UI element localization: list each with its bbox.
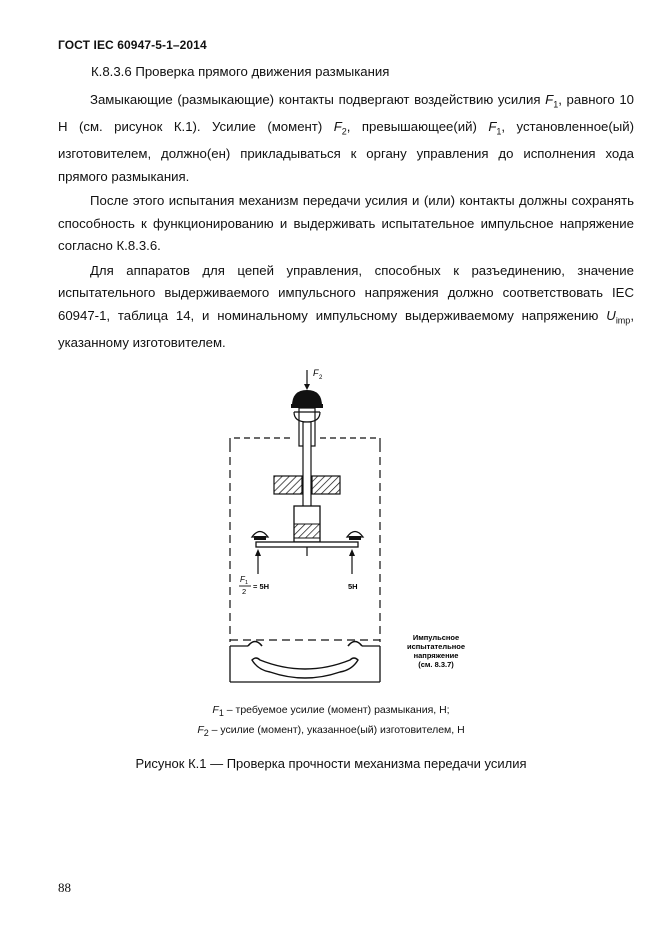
impulse-label-line2: испытательное: [406, 642, 466, 651]
label-f1-sub: 1: [245, 580, 249, 586]
impulse-label-line4: (см. 8.3.7): [418, 660, 454, 669]
impulse-label-line1: Импульсное: [412, 633, 460, 642]
label-f1: F: [240, 575, 245, 584]
paragraph-2: После этого испытания механизм передачи усилия и (или) контакты должны сохранять способность к функционированию и выдерживать испытательное импульсное напряжение согласно К.8.3.6.: [58, 193, 634, 254]
impulse-label-line3: напряжение: [413, 651, 459, 660]
body-text: [58, 89, 634, 354]
force-arrow-f2: [304, 370, 310, 390]
document-header: ГОСТ IEC 60947-5-1–2014: [58, 38, 207, 52]
label-f2-sub: 2: [319, 375, 323, 381]
paragraph-1: Замыкающие (размыкающие) контакты подвергают воздействию усилия $F_1$, равного 10 Н (см. рисунок К.1). Усилие (момент) $F_2$, превышающее(ий) $F_1$, установленное(ый) изготовителем, должно(ен) прикладываться к органу управления до исполнения хода прямого размыкания.: [58, 92, 634, 184]
guide-block-right: [312, 476, 340, 494]
paragraph-3: Для аппаратов для цепей управления, способных к разъединению, значение испытательного выдерживаемого импульсного напряжения должно соответствовать IEC 60947-1, таблица 14, и номинальному импульсному выдерживаемому напряжению $U_{imp}$, указанному изготовителем.: [58, 262, 634, 350]
lower-contacts: [230, 640, 380, 682]
test-figure: [200, 360, 500, 690]
legend-line-2: $F_2$ – усилие (момент), указанное(ый) изготовителем, Н: [197, 724, 465, 739]
figure-caption: Рисунок К.1 — Проверка прочности механизма передачи усилия: [135, 756, 527, 771]
force-arrow-left: [255, 549, 261, 574]
guide-block-left: [274, 476, 302, 494]
page-number: 88: [58, 880, 71, 895]
legend-line-1: $F_1$ – требуемое усилие (момент) размыкания, Н;: [212, 704, 450, 719]
force-arrow-right: [349, 549, 355, 574]
section-title: К.8.3.6 Проверка прямого движения размыкания: [91, 64, 390, 79]
label-right-force: 5Н: [348, 582, 358, 591]
label-f1-den: 2: [242, 587, 247, 596]
label-f2: F: [313, 368, 319, 378]
label-left-force: = 5Н: [253, 582, 270, 591]
plunger: [294, 506, 320, 556]
